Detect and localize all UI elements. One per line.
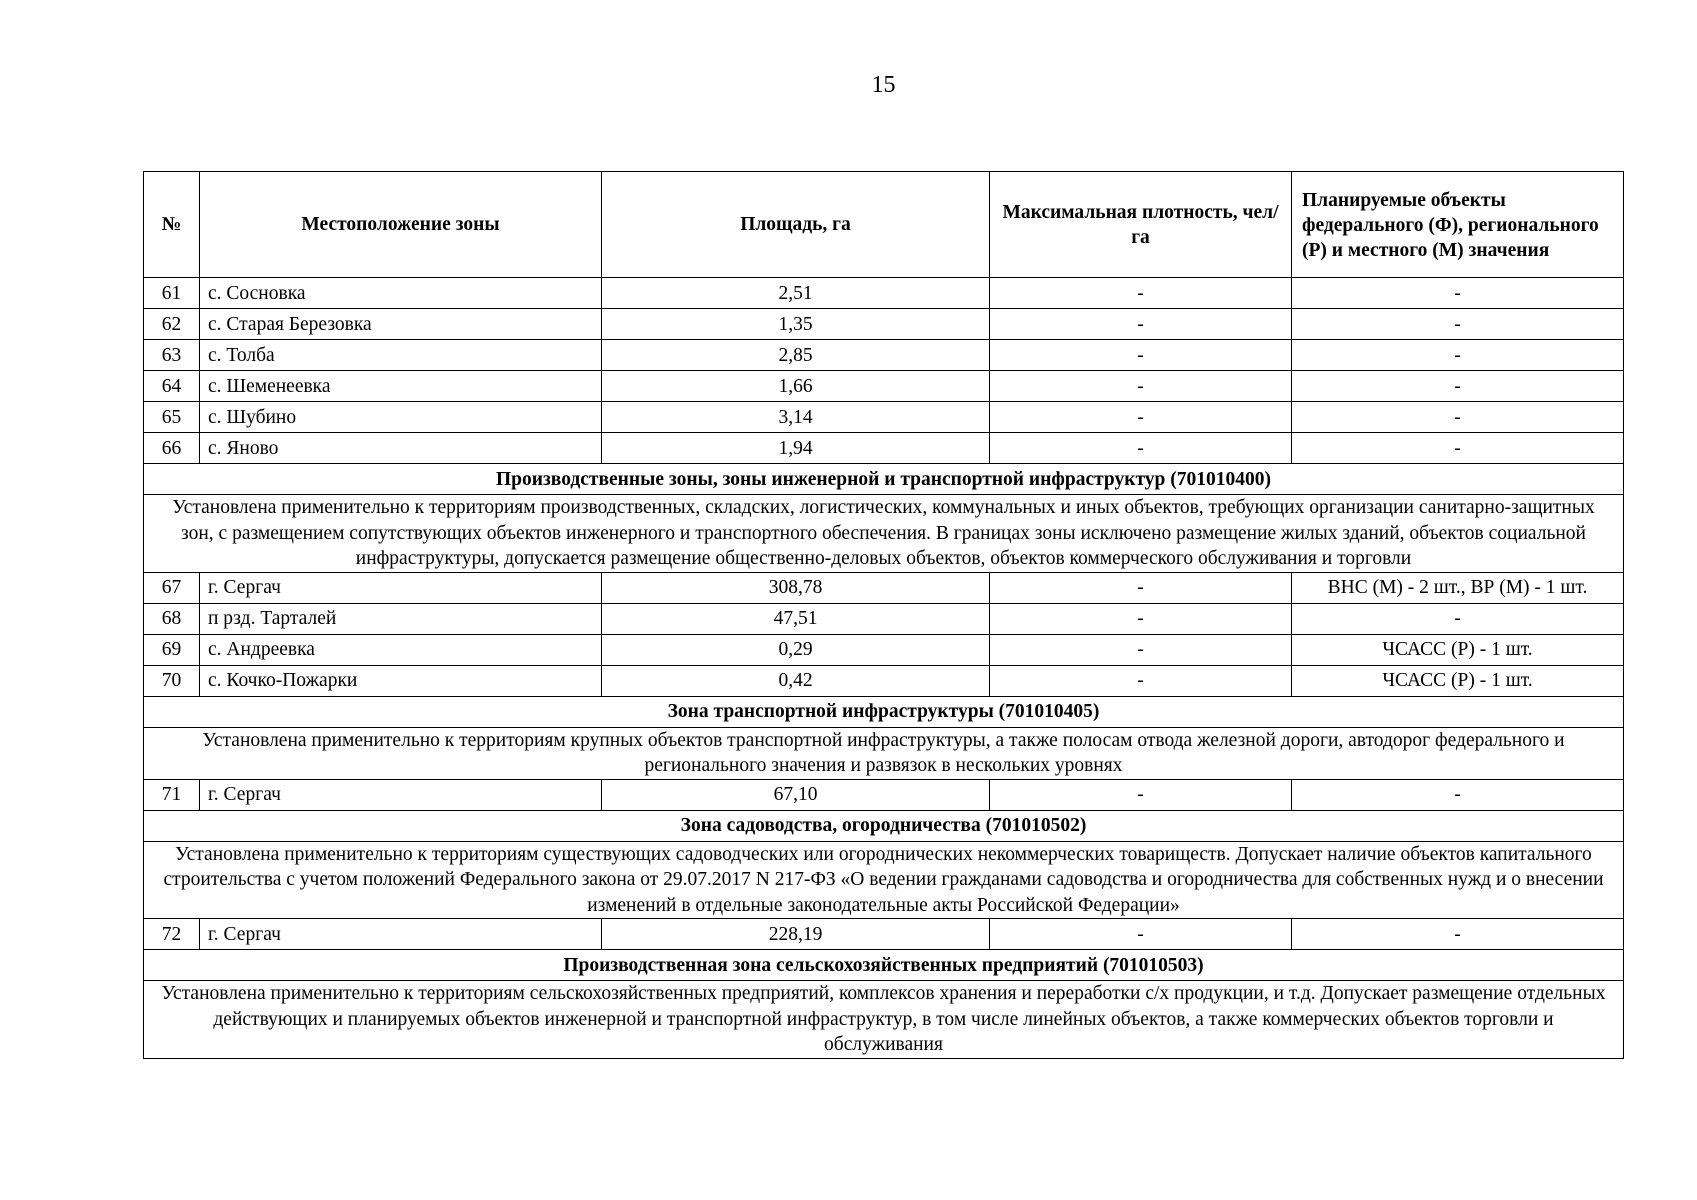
table-row (144, 309, 1624, 340)
section-description: Установлена применительно к территориям существующих садоводческих или огороднических некоммерческих товариществ. Допускает наличие объектов капитального строительства с учетом положений Федерального закона от 29.07.2017 N 217-ФЗ «О ведении гражданами садоводства и огородничества для собственных нужд и о внесении изменений в отдельные законодательные акты Российской Федерации» (144, 841, 1624, 919)
cell-planned: - (1292, 309, 1624, 340)
cell-planned: - (1292, 433, 1624, 464)
cell-planned: - (1292, 779, 1624, 810)
cell-location: с. Толба (200, 340, 602, 371)
cell-location: с. Шеменеевка (200, 371, 602, 402)
cell-num: 62 (144, 309, 200, 340)
header-area: Площадь, га (602, 172, 990, 278)
cell-area: 1,35 (602, 309, 990, 340)
cell-planned: - (1292, 603, 1624, 634)
cell-location: г. Сергач (200, 919, 602, 950)
cell-planned: - (1292, 278, 1624, 309)
cell-num: 72 (144, 919, 200, 950)
table-row (144, 278, 1624, 309)
cell-num: 70 (144, 665, 200, 696)
cell-planned: ЧСАСС (Р) - 1 шт. (1292, 665, 1624, 696)
cell-area: 0,42 (602, 665, 990, 696)
cell-density: - (990, 402, 1292, 433)
cell-num: 63 (144, 340, 200, 371)
zones-table (143, 171, 1624, 1059)
section-title-row (144, 464, 1624, 495)
cell-density: - (990, 634, 1292, 665)
section-title: Зона садоводства, огородничества (701010502) (144, 810, 1624, 841)
cell-density: - (990, 371, 1292, 402)
cell-area: 228,19 (602, 919, 990, 950)
cell-planned: ЧСАСС (Р) - 1 шт. (1292, 634, 1624, 665)
cell-num: 64 (144, 371, 200, 402)
cell-area: 2,51 (602, 278, 990, 309)
cell-num: 69 (144, 634, 200, 665)
table-row (144, 402, 1624, 433)
section-description-row (144, 727, 1624, 779)
cell-planned: - (1292, 371, 1624, 402)
table-row (144, 572, 1624, 603)
cell-density: - (990, 603, 1292, 634)
cell-area: 47,51 (602, 603, 990, 634)
table-row (144, 779, 1624, 810)
cell-density: - (990, 433, 1292, 464)
section-title: Производственная зона сельскохозяйственных предприятий (701010503) (144, 950, 1624, 981)
cell-area: 67,10 (602, 779, 990, 810)
cell-planned: - (1292, 919, 1624, 950)
header-density: Максимальная плотность, чел/га (990, 172, 1292, 278)
table-row (144, 433, 1624, 464)
cell-location: с. Старая Березовка (200, 309, 602, 340)
header-planned: Планируемые объекты федерального (Ф), регионального (Р) и местного (М) значения (1292, 172, 1624, 278)
section-description-row (144, 981, 1624, 1059)
cell-location: с. Кочко-Пожарки (200, 665, 602, 696)
cell-density: - (990, 919, 1292, 950)
cell-num: 68 (144, 603, 200, 634)
cell-location: с. Сосновка (200, 278, 602, 309)
cell-location: г. Сергач (200, 779, 602, 810)
cell-density: - (990, 665, 1292, 696)
cell-density: - (990, 278, 1292, 309)
cell-location: г. Сергач (200, 572, 602, 603)
cell-location: с. Андреевка (200, 634, 602, 665)
cell-num: 61 (144, 278, 200, 309)
section-title: Зона транспортной инфраструктуры (701010405) (144, 696, 1624, 727)
cell-planned: - (1292, 402, 1624, 433)
page-number: 15 (871, 72, 896, 98)
table-row (144, 340, 1624, 371)
table-row (144, 371, 1624, 402)
cell-num: 67 (144, 572, 200, 603)
cell-location: с. Яново (200, 433, 602, 464)
section-description: Установлена применительно к территориям крупных объектов транспортной инфраструктуры, а также полосам отвода железной дороги, автодорог федерального и регионального значения и развязок в нескольких уровнях (144, 727, 1624, 779)
table-row (144, 919, 1624, 950)
cell-density: - (990, 572, 1292, 603)
table-header-row (144, 172, 1624, 278)
cell-num: 71 (144, 779, 200, 810)
section-title-row (144, 950, 1624, 981)
cell-num: 65 (144, 402, 200, 433)
section-description: Установлена применительно к территориям сельскохозяйственных предприятий, комплексов хранения и переработки с/х продукции, и т.д. Допускает размещение отдельных действующих и планируемых объектов инженерной и транспортной инфраструктур, в том числе линейных объектов, а также коммерческих объектов торговли и обслуживания (144, 981, 1624, 1059)
section-description: Установлена применительно к территориям производственных, складских, логистических, коммунальных и иных объектов, требующих организации санитарно-защитных зон, с размещением сопутствующих объектов инженерного и транспортного обеспечения. В границах зоны исключено размещение жилых зданий, объектов социальной инфраструктуры, допускается размещение общественно-деловых объектов, объектов коммерческого обслуживания и торговли (144, 495, 1624, 573)
cell-planned: - (1292, 340, 1624, 371)
section-title: Производственные зоны, зоны инженерной и транспортной инфраструктур (701010400) (144, 464, 1624, 495)
cell-density: - (990, 779, 1292, 810)
cell-num: 66 (144, 433, 200, 464)
section-title-row (144, 810, 1624, 841)
cell-area: 0,29 (602, 634, 990, 665)
header-location: Местоположение зоны (200, 172, 602, 278)
table-row (144, 603, 1624, 634)
cell-area: 308,78 (602, 572, 990, 603)
cell-area: 1,94 (602, 433, 990, 464)
cell-location: п рзд. Тарталей (200, 603, 602, 634)
cell-planned: ВНС (М) - 2 шт., ВР (М) - 1 шт. (1292, 572, 1624, 603)
cell-density: - (990, 309, 1292, 340)
table-row (144, 665, 1624, 696)
section-description-row (144, 841, 1624, 919)
cell-area: 1,66 (602, 371, 990, 402)
table-row (144, 634, 1624, 665)
section-title-row (144, 696, 1624, 727)
header-num: № (144, 172, 200, 278)
cell-area: 2,85 (602, 340, 990, 371)
cell-density: - (990, 340, 1292, 371)
section-description-row (144, 495, 1624, 573)
cell-location: с. Шубино (200, 402, 602, 433)
cell-area: 3,14 (602, 402, 990, 433)
